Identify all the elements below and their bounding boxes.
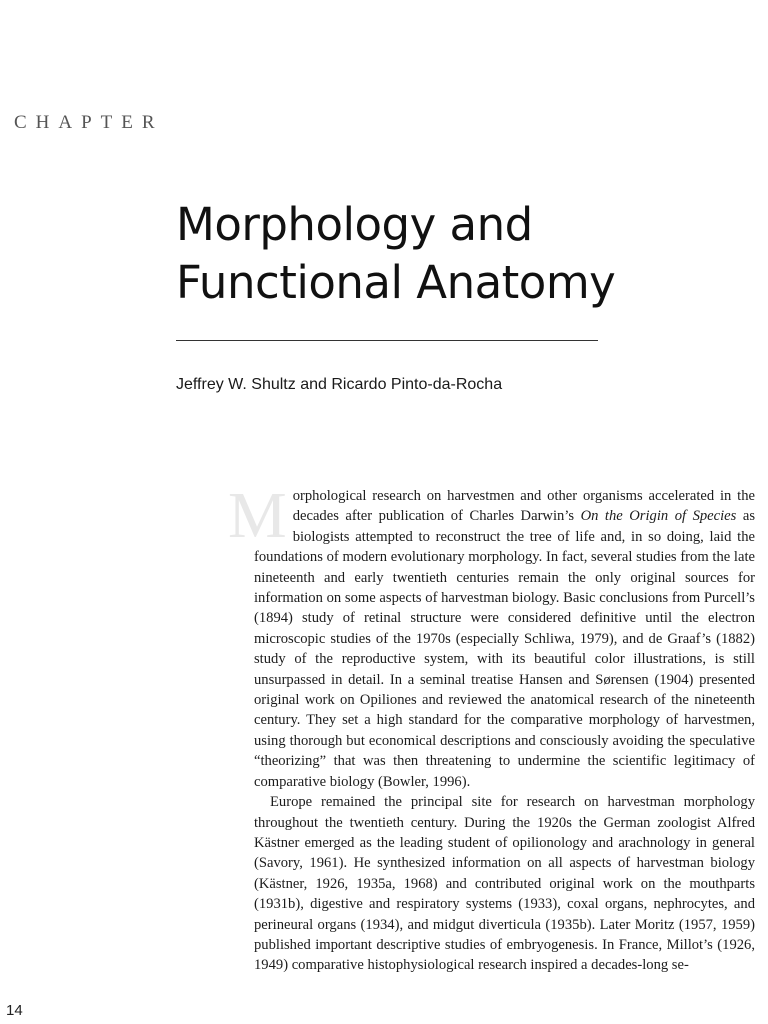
paragraph-1-start: orphological research on harvestmen and other organisms accelerated in the decades after publication of Charles Darwin’s — [292, 488, 755, 525]
page-number: 14 — [6, 1002, 23, 1019]
chapter-title-line-2: Functional Anatomy — [176, 256, 616, 309]
drop-cap: M — [228, 479, 287, 552]
body-text — [228, 479, 755, 976]
title-rule — [176, 340, 598, 341]
book-title: On the Origin of Species — [580, 508, 737, 525]
chapter-title — [176, 196, 616, 312]
chapter-label: CHAPTER — [14, 112, 164, 133]
chapter-title-line-1: Morphology and — [176, 198, 533, 251]
authors-line: Jeffrey W. Shultz and Ricardo Pinto-da-Rocha — [176, 376, 503, 393]
paragraph-1 — [228, 479, 755, 792]
paragraph-2: Europe remained the principal site for research on harvestman morphology throughout the twentieth century. During the 1920s the German zoologist Alfred Kästner emerged as the leading student of opilionology and arachnology in general (Savory, 1961). He synthesized information on all aspects of harvestman biology (Kästner, 1926, 1935a, 1968) and contributed original work on the mouthparts (1931b), digestive and respiratory systems (1933), coxal organs, nephrocytes, and perineural organs (1934), and midgut diverticula (1935b). Later Moritz (1957, 1959) published important descriptive studies of embryogenesis. In France, Millot’s (1926, 1949) comparative histophysiological research inspired a decades-long se- — [254, 794, 755, 974]
paragraph-1-rest: as biologists attempted to reconstruct the tree of life and, in so doing, laid the foundations of modern evolutionary morphology. In fact, several studies from the late nineteenth and early twentieth centuries remain the only original sources for information on some aspects of harvestman biology. Basic conclusions from Purcell’s (1894) study of retinal structure were considered definitive until the electron microscopic studies of the 1970s (especially Schliwa, 1979), and de Graaf’s (1882) study of the reproductive system, with its beautiful color illustrations, is still unsurpassed in detail. In a seminal treatise Hansen and Sørensen (1904) presented original work on Opiliones and reviewed the anatomical research of the nineteenth century. They set a high standard for the comparative morphology of harvestmen, using thorough but economical descriptions and consciously avoiding the speculative “theorizing” that was then threatening to undermine the scientific legitimacy of comparative biology (Bowler, 1996). — [254, 508, 755, 790]
